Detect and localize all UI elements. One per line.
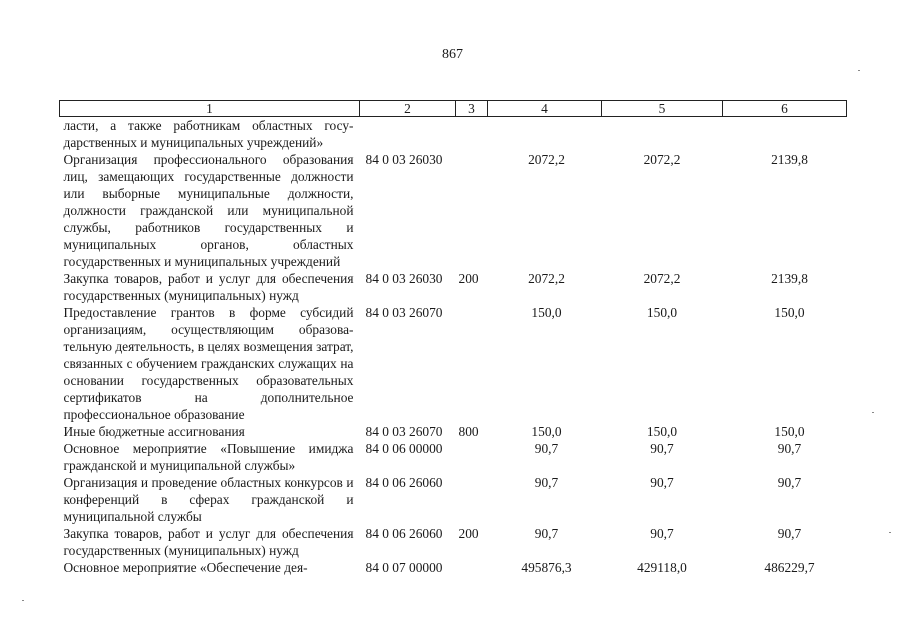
- row-name: Организация профессионального образования лиц, замещающих государственные должности или выборные муниципальные должности, должности гражданской или муниципальной службы, работников государственных и муниципальных органов, областных государственных и муниципальных учреждений: [63, 152, 354, 269]
- row-vr: [456, 304, 488, 423]
- table-row: [60, 474, 847, 525]
- row-csr: 84 0 03 26030: [365, 152, 443, 167]
- table-body: [60, 117, 847, 577]
- header-col-4: 4: [488, 101, 602, 117]
- row-vr: [456, 559, 488, 576]
- row-year3: 150,0: [774, 305, 805, 320]
- scan-speck: [22, 600, 24, 601]
- row-csr: 84 0 07 00000: [365, 560, 443, 575]
- row-name: Предоставление грантов в форме субсидий организациям, осуществляющим образовательную деятельность, в целях возмещения затрат, связанных с обучением гражданских служащих на основании государственных образовательных сертификатов на дополнительное профессиональное образование: [63, 305, 354, 422]
- header-row: [60, 101, 847, 117]
- row-year1: 150,0: [531, 424, 562, 439]
- table-row: [60, 151, 847, 270]
- scan-speck: [889, 532, 891, 533]
- row-vr: 200: [458, 271, 479, 286]
- row-year1: [488, 117, 602, 152]
- row-csr: 84 0 06 26060: [365, 526, 443, 541]
- row-name: Основное мероприятие «Повышение имиджа гражданской и муниципальной службы»: [63, 441, 354, 473]
- row-year2: 2072,2: [643, 152, 681, 167]
- row-year2: 429118,0: [637, 560, 687, 575]
- table-row: [60, 559, 847, 576]
- row-year1: 90,7: [534, 526, 559, 541]
- row-csr: 84 0 03 26030: [365, 271, 443, 286]
- row-year3: 486229,7: [764, 560, 815, 575]
- scan-speck: [872, 412, 874, 413]
- row-year2: 2072,2: [643, 271, 681, 286]
- table-row: [60, 423, 847, 440]
- row-year3: 90,7: [777, 475, 802, 490]
- row-csr: 84 0 06 26060: [365, 475, 443, 490]
- budget-table: [59, 100, 847, 576]
- row-csr: 84 0 06 00000: [365, 441, 443, 456]
- table-row: [60, 117, 847, 152]
- row-year1: 90,7: [534, 441, 559, 456]
- row-vr: [456, 474, 488, 525]
- row-year3: 2139,8: [771, 152, 808, 167]
- table-row: [60, 440, 847, 474]
- row-year2: 90,7: [650, 441, 674, 456]
- row-year2: 90,7: [650, 475, 674, 490]
- table-row: [60, 304, 847, 423]
- row-year1: 150,0: [531, 305, 562, 320]
- row-year3: [723, 117, 847, 152]
- row-year2: 90,7: [650, 526, 674, 541]
- row-vr: 800: [458, 424, 479, 439]
- row-year3: 90,7: [777, 526, 802, 541]
- row-csr: 84 0 03 26070: [365, 305, 443, 320]
- header-col-3: 3: [456, 101, 488, 117]
- table-header: [60, 101, 847, 117]
- row-vr: 200: [458, 526, 479, 541]
- row-year1: 495876,3: [521, 560, 572, 575]
- row-csr: 84 0 03 26070: [365, 424, 443, 439]
- header-col-1: 1: [60, 101, 360, 117]
- header-col-6: 6: [723, 101, 847, 117]
- row-name: ласти, а также работникам областных государственных и муниципальных учреждений»: [63, 118, 354, 150]
- row-year2: [602, 117, 723, 152]
- row-name: Закупка товаров, работ и услуг для обеспечения государственных (муниципальных) нужд: [63, 526, 354, 558]
- header-col-2: 2: [360, 101, 456, 117]
- row-year2: 150,0: [646, 305, 678, 320]
- row-year1: 90,7: [534, 475, 559, 490]
- table-row: [60, 525, 847, 559]
- scan-speck: [858, 70, 860, 71]
- row-year3: 90,7: [777, 441, 802, 456]
- row-csr: [360, 117, 456, 152]
- row-year2: 150,0: [646, 424, 678, 439]
- page-number: 867: [442, 47, 463, 62]
- row-name: Иные бюджетные ассигнования: [63, 424, 245, 439]
- row-vr: [456, 151, 488, 270]
- row-name: Закупка товаров, работ и услуг для обеспечения государственных (муниципальных) нужд: [63, 271, 354, 303]
- row-name: Основное мероприятие «Обеспечение дея-: [63, 560, 308, 575]
- header-col-5: 5: [602, 101, 723, 117]
- row-name: Организация и проведение областных конкурсов и конференций в сферах гражданской и муниципальной службы: [63, 475, 354, 524]
- table-row: [60, 270, 847, 304]
- row-vr: [456, 117, 488, 152]
- row-year3: 150,0: [774, 424, 805, 439]
- row-vr: [456, 440, 488, 474]
- row-year1: 2072,2: [528, 152, 565, 167]
- row-year1: 2072,2: [528, 271, 565, 286]
- row-year3: 2139,8: [771, 271, 808, 286]
